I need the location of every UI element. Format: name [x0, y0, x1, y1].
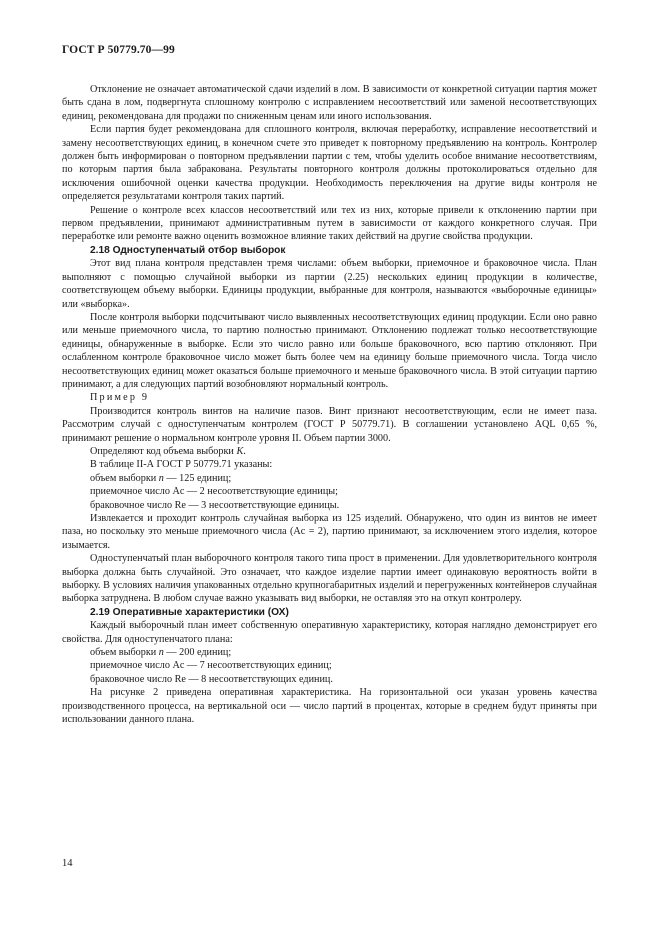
italic-symbol: n [158, 472, 164, 484]
paragraph: приемочное число Ac — 2 несоответствующие единицы; [90, 486, 338, 498]
paragraph: В таблице II-А ГОСТ Р 50779.71 указаны: [90, 459, 273, 471]
paragraph: Решение о контроле всех классов несоответствий или тех из них, которые привели к отклонению партии при первом предъявлении, принимают административным путем в зависимости от каждого конкретного случая. При переработке или ремонте важно оценить возможное влияние таких действий на другие свойства продукции. [62, 204, 597, 243]
text-span: — 200 единиц; [163, 647, 232, 659]
paragraph: После контроля выборки подсчитывают число выявленных несоответствующих единиц продукции. Если оно равно или меньше приемочного числа, то партию полностью принимают. Отклонению подлежат только несоответствующие единицы, обнаруженные в выборке. Если это число равно или больше браковочного, всю партию отклоняют. При ослабленном контроле браковочное число может быть более чем на единицу больше приемочного числа. Тогда число несоответствующих единиц может оказаться больше приемочного и меньше браковочного числа. В этой ситуации партию принимают, а для следующих партий возобновляют нормальный контроль. [62, 311, 597, 390]
section-heading-2-18: 2.18 Одноступенчатый отбор выборок [90, 244, 286, 256]
paragraph: Производится контроль винтов на наличие пазов. Винт признают несоответствующим, если не имеет паза. Рассмотрим случай с одноступенчатым контролем (ГОСТ Р 50779.71). В соглашении установлено AQL 0,65 %, принимают решение о нормальном контроле уровня II. Объем партии 3000. [62, 405, 597, 444]
paragraph [62, 445, 597, 458]
text-span: Определяют код объема выборки [90, 445, 237, 457]
text-span: объем выборки [90, 472, 159, 484]
paragraph: Каждый выборочный план имеет собственную оперативную характеристику, которая наглядно демонстрирует его свойства. Для одноступенчатого плана: [62, 620, 597, 645]
document-header: ГОСТ Р 50779.70—99 [62, 44, 175, 56]
paragraph [62, 472, 597, 485]
paragraph: Отклонение не означает автоматической сдачи изделий в лом. В зависимости от конкретной ситуации партия может быть сдана в лом, подвергнута сплошному контролю с исправлением несоответствий или заменой несоответствующих единиц, рекомендована для продажи по сниженным ценам или иного использования. [62, 84, 597, 122]
paragraph [62, 646, 597, 659]
paragraph: На рисунке 2 приведена оперативная характеристика. На горизонтальной оси указан уровень качества производственного процесса, на вертикальной оси — число партий в процентах, которые в среднем будут приняты при использовании данного плана. [62, 687, 597, 726]
paragraph: браковочное число Re — 8 несоответствующих единиц. [90, 673, 333, 685]
italic-symbol: n [158, 647, 164, 659]
paragraph: Если партия будет рекомендована для сплошного контроля, включая переработку, исправление несоответствий и замену несоответствующих единиц, в конечном счете это приведет к повторному предъявлению на контроль. Контролер должен быть информирован о повторном предъявлении партии с тем, чтобы уделить особое внимание несоответствиям, по которым партия была забракована. Результаты повторного контроля должны протоколироваться отдельно для исключения ошибочной оценки качества продукции. Необходимость переключения на другие виды контроля не определяется результатами контроля таких партий. [62, 124, 597, 203]
text-span: . [243, 445, 246, 457]
text-span: объем выборки [90, 647, 159, 659]
paragraph: приемочное число Ac — 7 несоответствующих единиц; [90, 660, 332, 672]
paragraph: Извлекается и проходит контроль случайная выборка из 125 изделий. Обнаружено, что один из винтов не имеет паза, но поскольку это меньше приемочного числа (Ac = 2), партию принимают, за исключением этого изделия, которое изымается. [62, 513, 597, 551]
page-number: 14 [62, 858, 73, 869]
paragraph: Одноступенчатый план выборочного контроля такого типа прост в применении. Для удовлетворительного контроля выборка должна быть случайной. Это означает, что каждое изделие партии имеет одинаковую вероятность войти в выборку. В условиях наличия упакованных отдельно крупногабаритных изделий и перегруженных контейнеров случайная выборка затруднена. В любом случае важно указывать вид выборки, не оставляя это на откуп контролеру. [62, 553, 597, 605]
text-span: — 125 единиц; [163, 472, 232, 484]
example-label: Пример 9 [90, 392, 150, 404]
italic-symbol: K [236, 445, 244, 457]
paragraph: Этот вид плана контроля представлен тремя числами: объем выборки, приемочное и браковочное числа. План выполняют с помощью случайной выборки из партии (2.25) нескольких единиц продукции в количестве, соответствующем объему выборки. Единицы продукции, выбранные для контроля, называются «выборочные единицы» или «выборка». [62, 258, 597, 310]
document-body [62, 83, 597, 727]
section-heading-2-19: 2.19 Оперативные характеристики (ОХ) [90, 606, 289, 618]
paragraph: браковочное число Re — 3 несоответствующие единицы. [90, 499, 340, 511]
